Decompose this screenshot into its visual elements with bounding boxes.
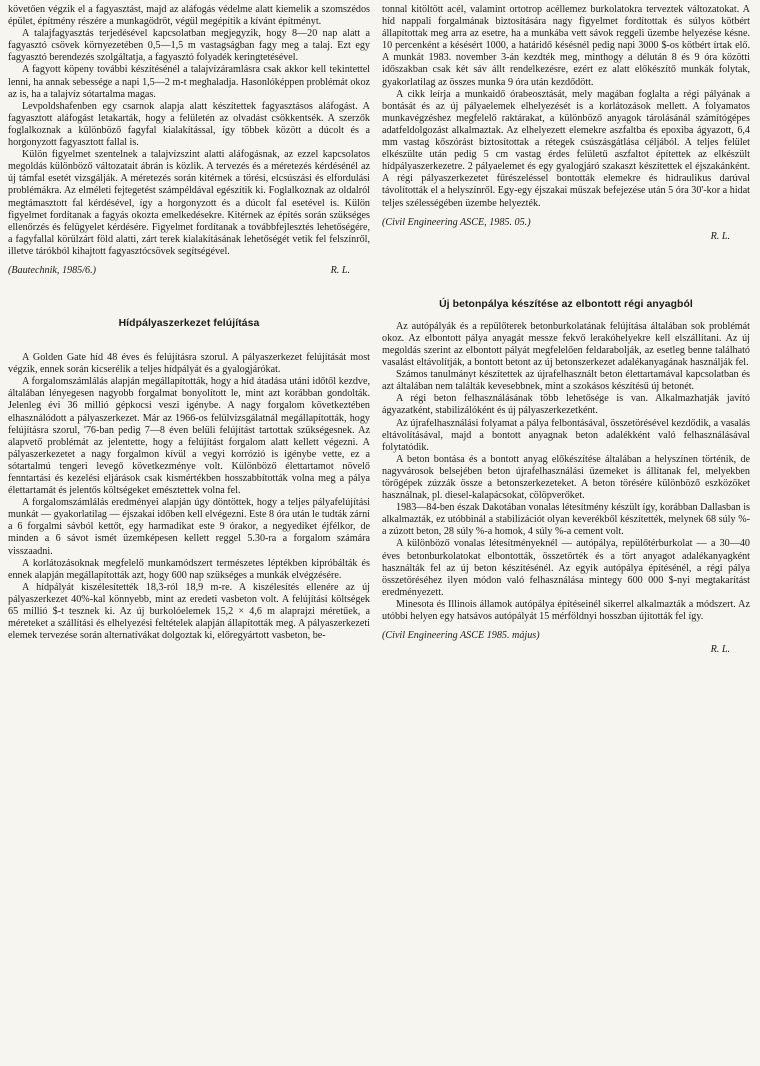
author-initials: R. L. xyxy=(710,230,730,242)
paragraph: A hídpályát kiszélesítették 18,3-ról 18,9 m-re. A kiszélesítés ellenére az új pályaszerkezet 40%-kal könnyebb, mint az eredeti vasbeton volt. A felújítási költségek 65 millió $-t tesznek ki. Az új burkolóelemek 15,2 × 4,6 m alaprajzi méretűek, a méreteket a szállítási és elhelyezési feltételek alapján állapították meg. A pályaszerkezeti elemek tervezése során alternatívákat dolgoztak ki, előregyártott vasbeton, be- xyxy=(8,581,370,642)
paragraph: A korlátozásoknak megfelelő munkamódszert természetes léptékben kipróbálták és ennek alapján megállapították azt, hogy 600 nap szükséges a munkák elvégzésére. xyxy=(8,557,370,581)
paragraph: 1983—84-ben észak Dakotában vonalas létesítmény készült így, korábban Dallasban is alkalmazták, ez utóbbinál a stabilizációt olyan keverékből készítették, melynek 68 súly %-a zúzott beton, 28 súly %-a homok, 4 súly %-a cement volt. xyxy=(382,502,750,538)
signature-line xyxy=(382,644,750,656)
source-citation: (Civil Engineering ASCE, 1985. 05.) xyxy=(382,216,531,228)
paragraph: Az autópályák és a repülőterek betonburkolatának felújítása általában sok problémát okoz. Az elbontott pálya anyagát messze fekvő lerakóhelyekre kell elszállítani. Az új megoldás szerint az elbontott pályát megfelelően feldarabolják, az esetleg benne található vasalást eltávolítják, a bontott betont az új betonszerkezet adalékanyagának használják fel. xyxy=(382,320,750,369)
paragraph: Külön figyelmet szentelnek a talajvízszint alatti aláfogásnak, az ezzel kapcsolatos megoldás különböző változatait ábrán is közlik. A tervezés és a méretezés kérdésénél az új támfal esetét vizsgálják. A méretezés során kitérnek a törési, elcsúszási és elfordulási problémákra. Az elméleti fejtegetést számpéldával egészítik ki. Foglalkoznak az oldalról megtámasztott fal kérdésével, így a horgonyzott és a dúcolt fal esetével is. Külön figyelmet fordítanak a fagyás okozta emelkedésekre. Kitérnek az építés során szükséges ellenőrzés és felügyelet kérdésére. Figyelmet fordítanak a továbbfejlesztés lehetőségére, a fagyfallal körülzárt föld alatti, zárt terek kialakításának lehetőségét vetik fel felszínről, illetve tárókból kihajtott fagyasztócsövek segítségével. xyxy=(8,149,370,257)
paragraph: A különböző vonalas létesítményeknél — autópálya, repülőtérburkolat — a 30—40 éves betonburkolatokat elbontották, összetörték és a tört anyagot adalékanyagként használták fel az új beton készítésénél. Az egyik autópálya építésénél, a régi pálya összetöréséhez ilyen módon való felhasználása mintegy 600 000 $-nyi megtakarítást eredményezett. xyxy=(382,538,750,598)
signature-line xyxy=(382,231,750,243)
paragraph: A talajfagyasztás terjedésével kapcsolatban megjegyzik, hogy 8—20 nap alatt a fagyasztó csövek környezetében 0,5—1,5 m vastagságban fagy meg a talaj. Ezt egy fagyasztó berendezés szolgáltatja, a fagyasztó folyadék keringtetésével. xyxy=(8,28,370,64)
article-body-right xyxy=(382,321,750,657)
author-initials: R. L. xyxy=(710,644,730,656)
article-continuation-left xyxy=(8,4,370,277)
paragraph: A forgalomszámlálás alapján megállapították, hogy a híd átadása utáni időtől kezdve, általában lényegesen nagyobb forgalmat bonyolított le, mint azt korábban gondolták. Jelenleg évi 36 millió gépkocsi veszi igénybe. A nagy forgalom következtében elhasználódott a pályaszerkezet. Már az 1966-os felülvizsgálatnál megállapították, hogy felújításra szorul, '76-ban pedig 7—8 éven belüli felújítást tartottak szükségesnek. Az alapvető problémát az jelentette, hogy a felújítást forgalom alatt kellett végezni. A pályaszerkezetet a nagy forgalmon kívül a vegyi korrózió is igénybe vette, ez a sótartalmú tengeri levegő következménye volt. Különböző élettartamot növelő fenntartási és kezelési eljárások csak kismértékben hosszabbították volna meg a pálya élettartamát és jelentős költségeket emésztettek volna fel. xyxy=(8,376,370,497)
source-citation: (Civil Engineering ASCE 1985. május) xyxy=(382,630,540,642)
article-title: Hídpályaszerkezet felújítása xyxy=(118,318,260,330)
paragraph: Minesota és Illinois államok autópálya építéseinél sikerrel alkalmazták a módszert. Az utóbbi helyen egy hatsávos autópályát 15 mérföldnyi hosszban újították fel így. xyxy=(382,598,750,623)
source-line xyxy=(382,217,750,229)
paragraph: tonnal kitöltött acél, valamint ortotrop acéllemez burkolatokra terveztek változatokat. A híd nappali forgalmának biztosítására nagy figyelmet fordítottak és súlyos kötbért állapítottak meg arra az esetre, ha a munkába vett sávok reggeli üzembe helyezése késne. 10 percenként a késésért 1000, a határidő késésnél pedig napi 3000 $-os kötbért írtak elő. A munkát 1983. november 3-án kezdték meg, minthogy a délután 8 és 9 óra közötti időszakban csak két sáv állt rendelkezésre, ezért ez alatt előkészítő munkák folytak, gyakorlatilag az összes munka 9 óra után kezdődött. xyxy=(382,4,750,88)
paragraph: A forgalomszámlálás eredményei alapján úgy döntöttek, hogy a teljes pályafelújítási munkát — gyakorlatilag — éjszakai időben kell elvégezni. Este 8 óra után le tudták zárni a 6 forgalmi sávból kettőt, egy harmadikat este 9 órakor, a negyediket éjfélkor, de minden a 6 sávot ismét üzemképesen kellett reggel 5.30-ra a forgalom számára visszaadni. xyxy=(8,497,370,557)
paragraph: A beton bontása és a bontott anyag előkészítése általában a helyszínen történik, de nagyvárosok belsejében beton újrafelhasználási üzemeket is állítanak fel, melyekben törőgépek zúzzák össze a betonszerkezeteket. A beton törésére különböző eszközöket használnak, pl. diesel-kalapácsokat, cölöpverőket. xyxy=(382,453,750,502)
two-column-layout xyxy=(8,4,750,656)
source-citation: (Bautechnik, 1985/6.) xyxy=(8,264,97,276)
paragraph: Az újrafelhasználási folyamat a pálya felbontásával, összetörésével kezdődik, a vasalás eltávolításával, majd a bontott anyagnak beton adalékként való felhasználásával folytatódik. xyxy=(382,417,750,453)
paragraph: Levpoldshafenben egy csarnok alapja alatt készítettek fagyasztásos aláfogást. A fagyasztott aláfogást letakarták, hogy a felületén az olvadást csökkentsék. A szerzők foglalkoznak a különböző fagyfal kialakítással, így többek között a dúcolt és a horgonyzott fagyasztott fallal is. xyxy=(8,100,370,149)
article-continuation-right xyxy=(382,4,750,243)
author-initials: R. L. xyxy=(330,264,350,276)
article-title: Új betonpálya készítése az elbontott régi anyagból xyxy=(439,298,693,310)
paragraph: A régi beton felhasználásának több lehetősége is van. Alkalmazhatják javító ágyazatként, stabilizálóként és új pályaszerkezetként. xyxy=(382,393,750,417)
right-column xyxy=(382,4,750,656)
paragraph: Számos tanulmányt készítettek az újrafelhasznált beton élettartamával kapcsolatban és azt általában nem találták kevesebbnek, mint a szokásos készítésű új betonét. xyxy=(382,369,750,393)
article-body-left xyxy=(8,352,370,642)
source-line xyxy=(382,630,750,642)
left-column xyxy=(8,4,370,656)
paragraph: A Golden Gate híd 48 éves és felújításra szorul. A pályaszerkezet felújítását most végzik, ennek során kicserélik a teljes hídpályát és a gyalogjárókat. xyxy=(8,352,370,376)
paragraph: A fagyott köpeny további készítésénél a talajvízáramlásra csak akkor kell tekintettel lenni, ha annak sebessége a napi 1,5—2 m-t meghaladja. Hasonlóképpen problémát okoz az is, ha a talajvíz sótartalma magas. xyxy=(8,64,370,100)
paragraph: A cikk leírja a munkaidő órabeosztását, mely magában foglalta a régi pályának a bontását és az új pályaelemek elhelyezését is a korlátozások mellett. A folyamatos munkavégzéshez megfelelő raktárakat, a különböző anyagok tárolásánál számítógépes adatfeldolgozást alkalmaztak. Az elhelyezett elemekre aszfaltba és epoxiba ágyazott, 6,4 mm vastag kőszórást biztosítottak a rétegek csúszásgátlása céljából. A teljes felület elkészülte után pedig 5 cm vastag érdes felületű aszfaltot építettek az elkészült hídpályaszerkezetre. 2 pályaelemet és egy gyalogjáró szakaszt készítettek el éjszakánként. A régi pályaszerkezetet fűrészeléssel bontották elemekre és hidraulikus darúval távolították el a helyszínről. Egy-egy éjszakai műszak befejezése után 5 óra 30'-kor a hidat teljes szélességében üzembe helyezték. xyxy=(382,88,750,209)
source-line xyxy=(8,265,370,277)
paragraph: követően végzik el a fagyasztást, majd az aláfogás védelme alatt kiemelik a szomszédos épület, építmény részére a munkagödröt, végül megépítik a kívánt építményt. xyxy=(8,4,370,28)
